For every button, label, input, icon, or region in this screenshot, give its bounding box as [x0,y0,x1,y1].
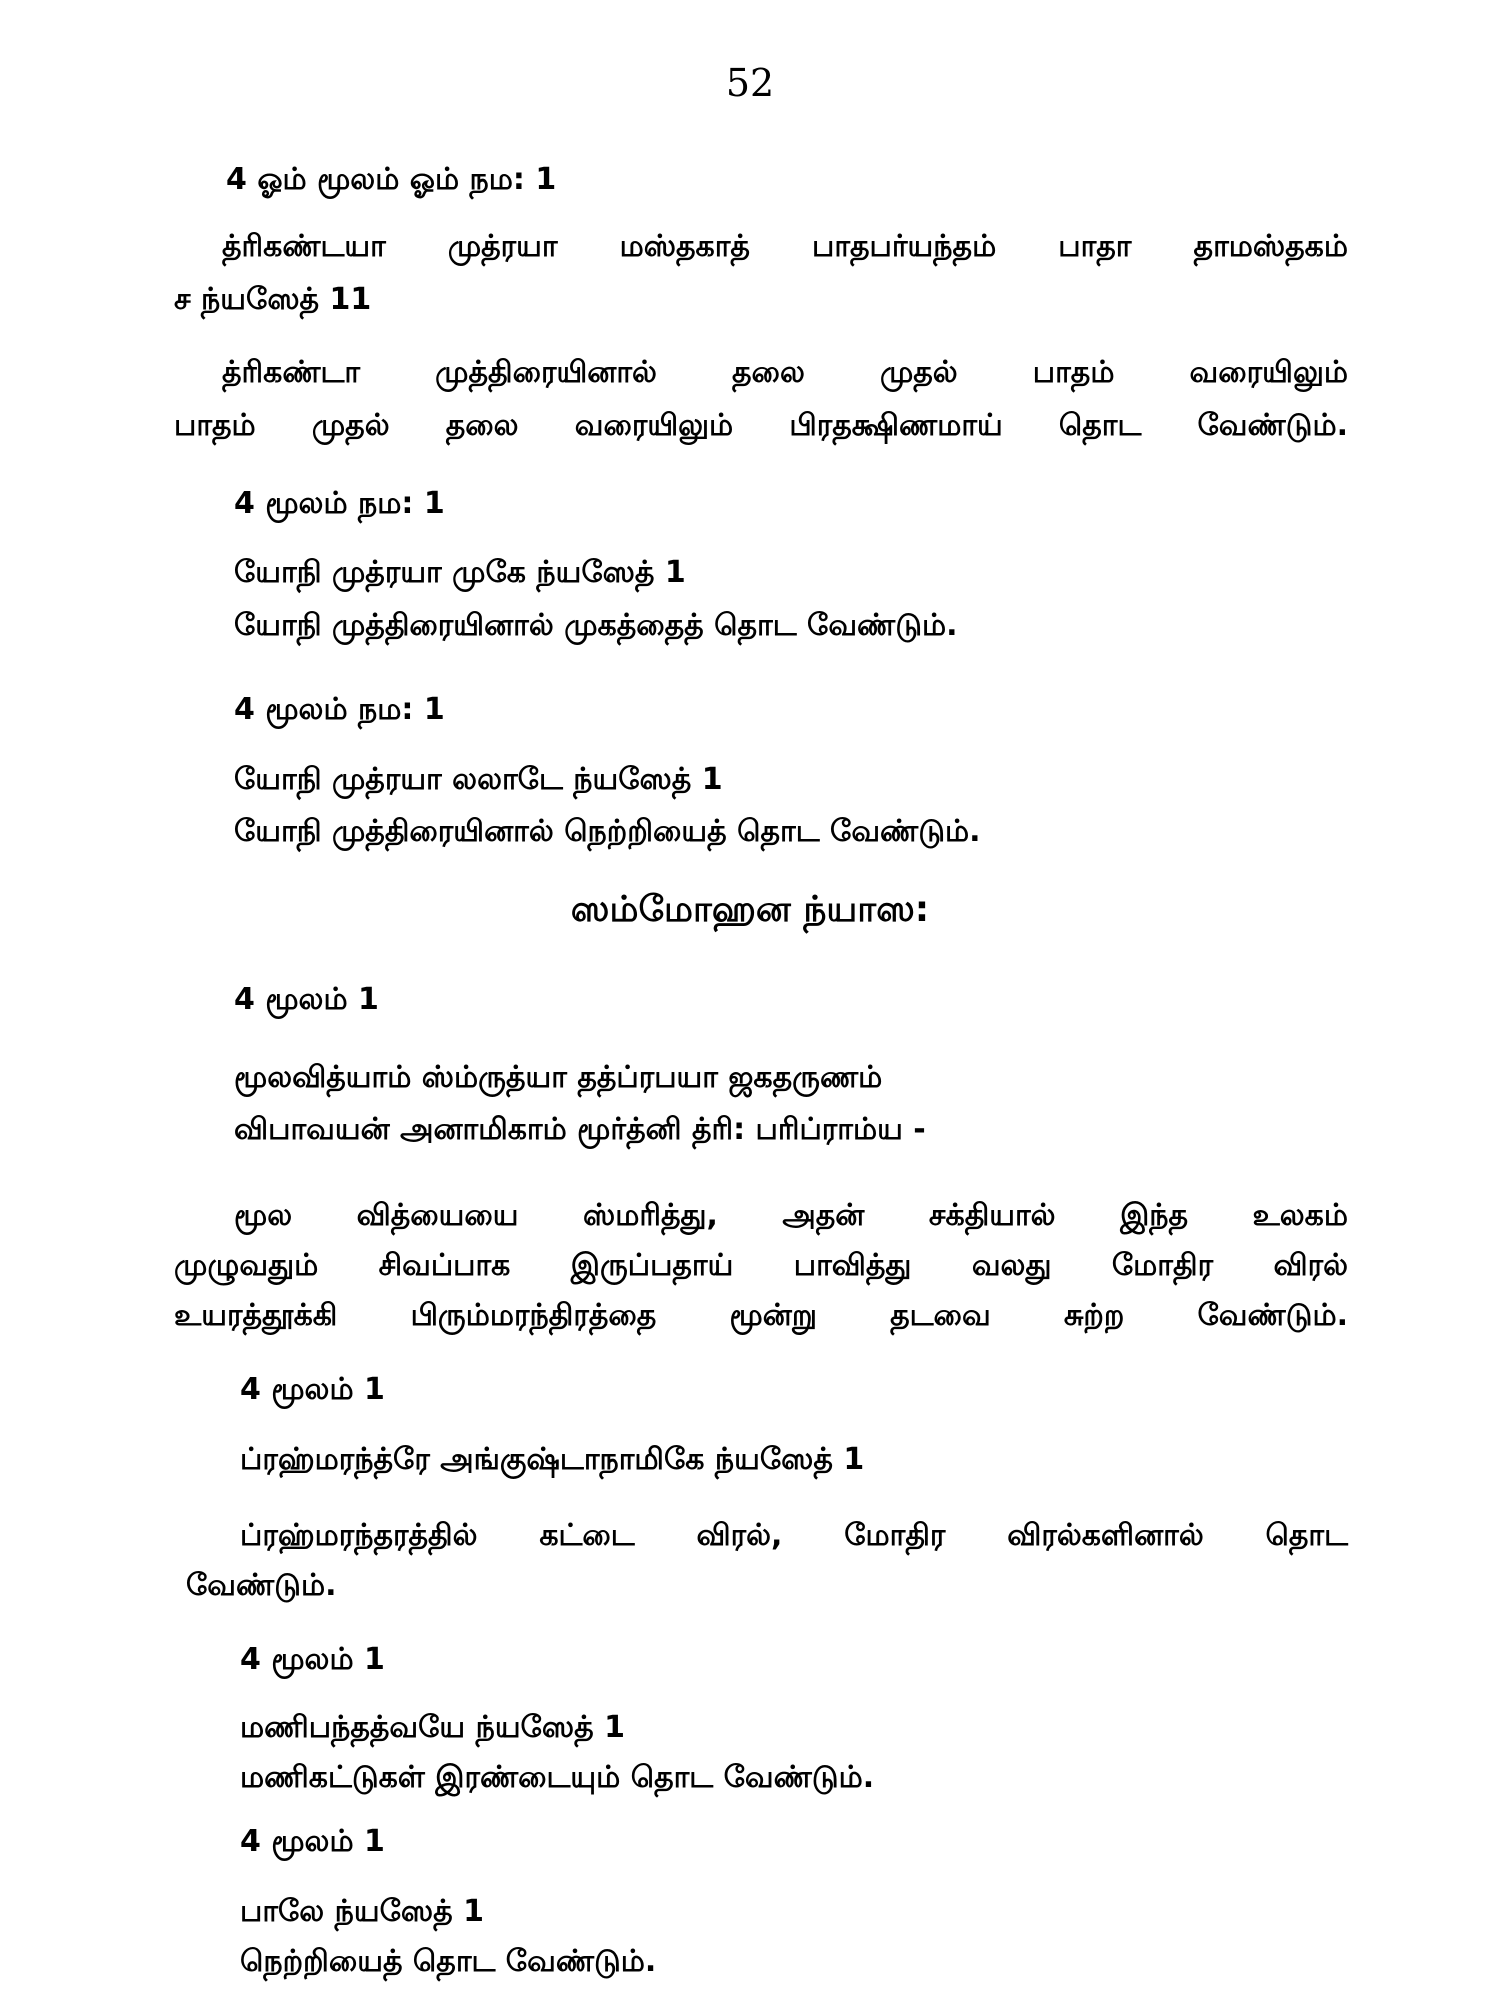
text-line: நெற்றியைத் தொட வேண்டும். [240,1944,657,1979]
section-heading: ஸம்மோஹன ந்யாஸ: [570,889,930,930]
text-line: த்ரிகண்டயா முத்ரயா மஸ்தகாத் பாதபர்யந்தம் பாதா தாமஸ்தகம் [222,229,1348,264]
text-line: த்ரிகண்டா முத்திரையினால் தலை முதல் பாதம் வரையிலும் [222,355,1348,390]
text-line: யோநி முத்திரையினால் நெற்றியைத் தொட வேண்டும். [234,814,981,849]
text-line: 4 மூலம் 1 [234,982,379,1017]
text-line: மூலவித்யாம் ஸ்ம்ருத்யா தத்ப்ரபயா ஜகதருணம் [234,1060,883,1095]
text-line: மணிபந்தத்வயே ந்யஸேத் 1 [240,1710,625,1745]
page-number: 52 [725,61,775,105]
text-line: யோநி முத்திரையினால் முகத்தைத் தொட வேண்டும். [234,608,958,643]
text-line: மூல வித்யையை ஸ்மரித்து, அதன் சக்தியால் இந்த உலகம் [234,1198,1348,1233]
text-line: 4 ஓம் மூலம் ஓம் நம: 1 [226,162,557,197]
text-line: ப்ரஹ்மரந்தரத்தில் கட்டை விரல், மோதிர விரல்களினால் தொட [240,1518,1348,1553]
text-line: 4 மூலம் நம: 1 [234,692,445,727]
text-line: பாதம் முதல் தலை வரையிலும் பிரதக்ஷிணமாய் தொட வேண்டும். [174,408,1348,443]
text-line: ப்ரஹ்மரந்த்ரே அங்குஷ்டாநாமிகே ந்யஸேத் 1 [240,1442,865,1477]
text-line: விபாவயன் அனாமிகாம் மூர்த்னி த்ரி: பரிப்ராம்ய - [234,1112,926,1147]
text-line: 4 மூலம் 1 [240,1372,385,1407]
text-line: வேண்டும். [186,1568,337,1603]
text-line: 4 மூலம் 1 [240,1824,385,1859]
text-line: மணிகட்டுகள் இரண்டையும் தொட வேண்டும். [240,1760,875,1795]
text-line: யோநி முத்ரயா முகே ந்யஸேத் 1 [234,555,686,590]
text-line: முழுவதும் சிவப்பாக இருப்பதாய் பாவித்து வலது மோதிர விரல் [174,1248,1348,1283]
text-line: பாலே ந்யஸேத் 1 [240,1894,484,1929]
text-line: 4 மூலம் 1 [240,1642,385,1677]
text-line: ச ந்யஸேத் 11 [174,282,372,317]
text-line: யோநி முத்ரயா லலாடே ந்யஸேத் 1 [234,762,723,797]
text-line: உயரத்தூக்கி பிரும்மரந்திரத்தை மூன்று தடவை சுற்ற வேண்டும். [174,1298,1348,1333]
text-line: 4 மூலம் நம: 1 [234,486,445,521]
